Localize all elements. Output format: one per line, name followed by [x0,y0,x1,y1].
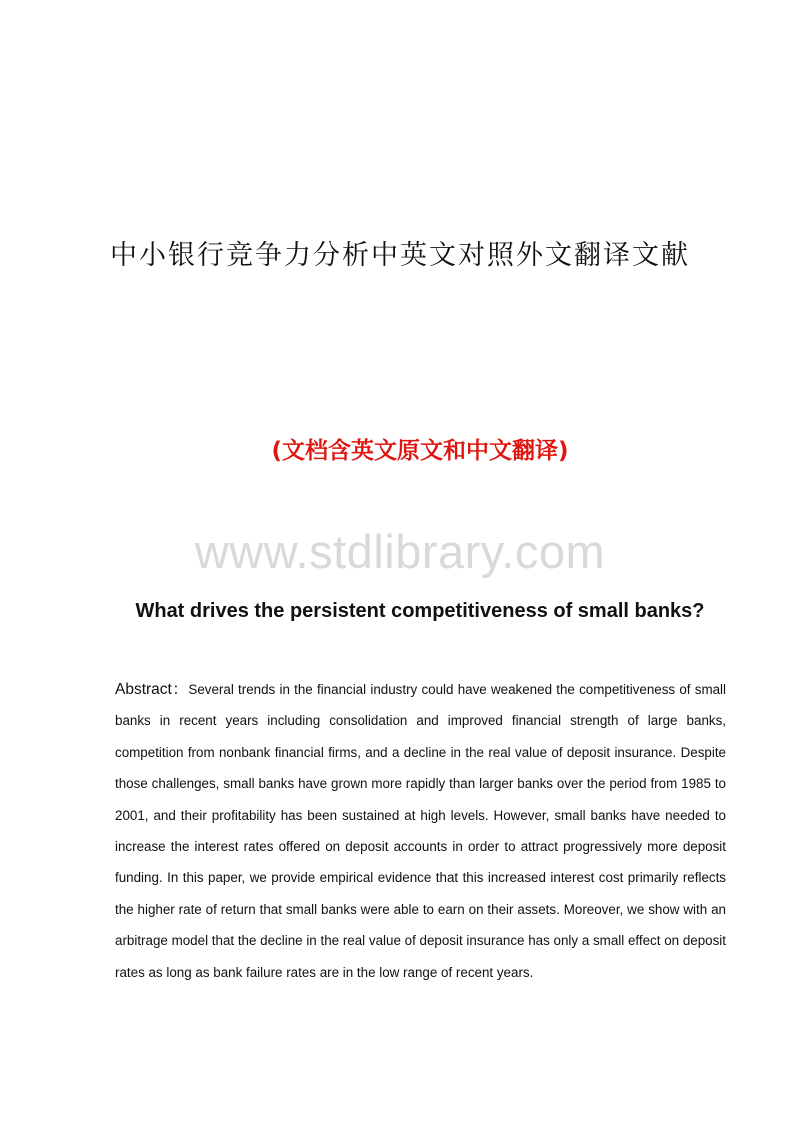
paper-title: What drives the persistent competitiveness of small banks? [135,600,705,622]
abstract-paragraph [115,674,726,988]
watermark-text: www.stdlibrary.com [194,525,606,578]
abstract-label: Abstract： [115,681,189,698]
document-title: 中小银行竞争力分析中英文对照外文翻译文献 [110,240,690,271]
abstract-text: Several trends in the financial industry could have weakened the competitiveness of small banks in recent years including consolidation and improved financial strength of large banks, competition from nonbank financial firms, and a decline in the real value of deposit insurance. Despite those challenges, small banks have grown more rapidly than larger banks over the period from 1985 to 2001, and their profitability has been sustained at high levels. However, small banks have needed to increase the interest rates offered on deposit accounts in order to attract progressively more deposit funding. In this paper, we provide empirical evidence that this increased interest cost primarily reflects the higher rate of return that small banks were able to earn on their assets. Moreover, we show with an arbitrage model that the decline in the real value of deposit insurance has only a small effect on deposit rates as long as bank failure rates are in the low range of recent years. [115,682,726,980]
document-subtitle: (文档含英文原文和中文翻译) [271,438,569,464]
